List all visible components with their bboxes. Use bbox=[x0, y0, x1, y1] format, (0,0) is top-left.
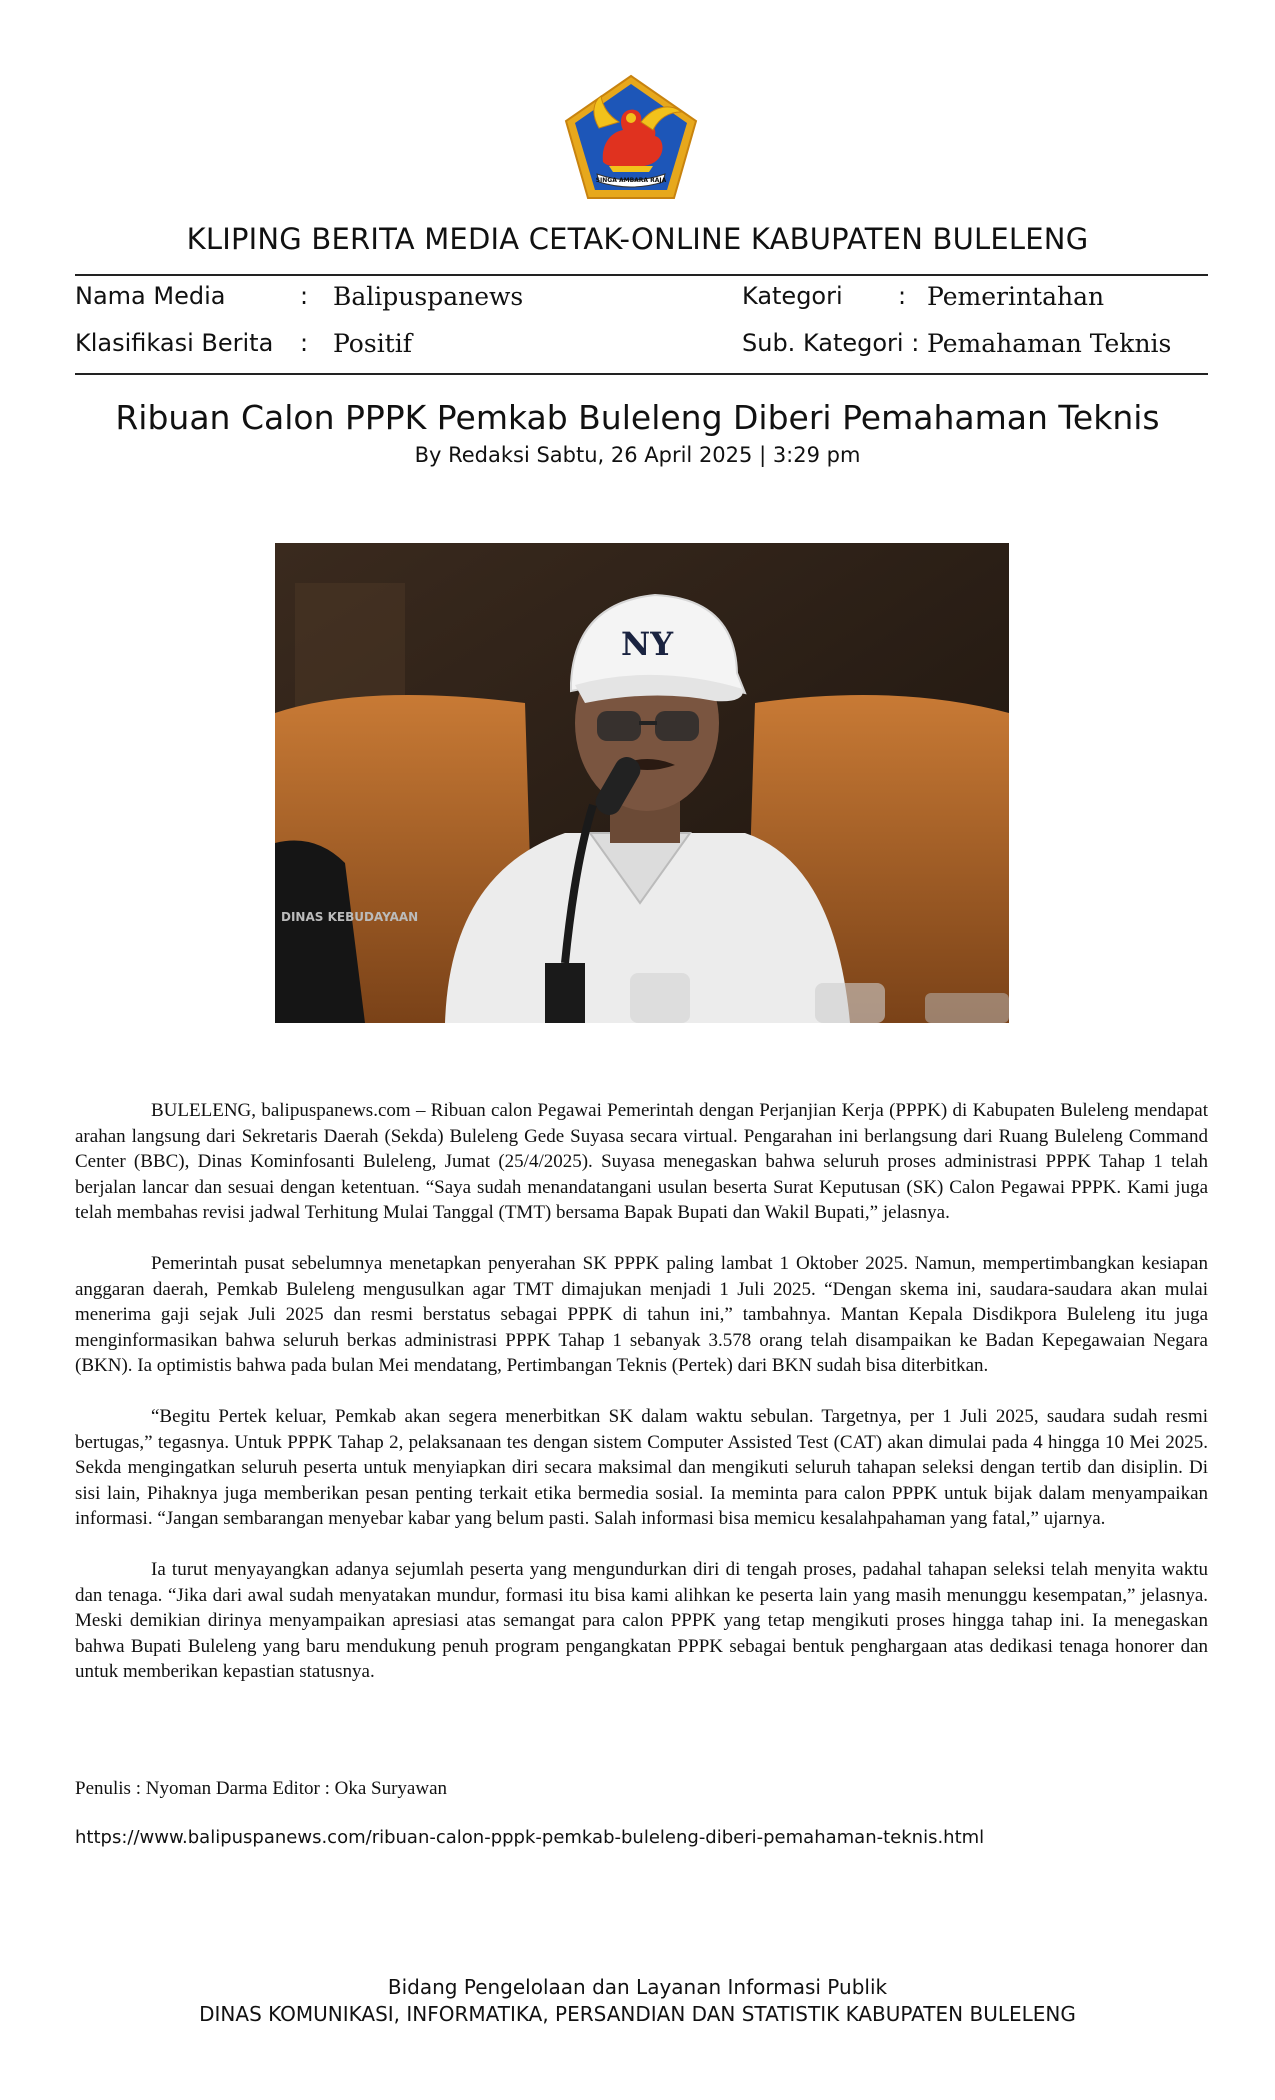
svg-text:NY: NY bbox=[620, 625, 674, 663]
clipping-title: KLIPING BERITA MEDIA CETAK-ONLINE KABUPATEN BULELENG bbox=[186, 222, 1089, 256]
article-headline: Ribuan Calon PPPK Pemkab Buleleng Diberi Pemahaman Teknis bbox=[115, 398, 1160, 437]
article-photo bbox=[275, 543, 1009, 1023]
subkategori-label: Sub. Kategori : bbox=[742, 329, 920, 357]
media-value: Balipuspanews bbox=[333, 282, 524, 311]
article-paragraph-3: “Begitu Pertek keluar, Pemkab akan segera menerbitkan SK dalam waktu sebulan. Targetnya, per 1 Juli 2025, saudara sudah resmi bertugas,” tegasnya. Untuk PPPK Tahap 2, pelaksanaan tes dengan sistem Computer Assisted Test (CAT) akan dimulai pada 4 hingga 10 Mei 2025. Sekda mengingatkan seluruh peserta untuk menyiapkan diri secara maksimal dan mengikuti seluruh tahapan seleksi dengan tertib dan disiplin. Di sisi lain, Pihaknya juga memberikan pesan penting terkait etika bermedia sosial. Ia meminta para calon PPPK untuk bijak dalam menyampaikan informasi. “Jangan sembarangan menyebar kabar yang belum pasti. Salah informasi bisa memicu kesalahpahaman yang fatal,” ujarnya. bbox=[75, 1405, 1208, 1530]
klasifikasi-label: Klasifikasi Berita bbox=[75, 329, 274, 357]
meta-row-2 bbox=[75, 329, 1208, 369]
media-colon: : bbox=[300, 282, 309, 310]
article-paragraph-4: Ia turut menyayangkan adanya sejumlah peserta yang mengundurkan diri di tengah proses, padahal tahapan seleksi telah menyita waktu dan tenaga. “Jika dari awal sudah menyatakan mundur, formasi itu bisa kami alihkan ke peserta lain yang masih menunggu kesempatan,” jelasnya. Meski demikian dirinya menyampaikan apresiasi atas semangat para calon PPPK yang tetap mengikuti proses hingga tahap ini. Ia menegaskan bahwa Bupati Buleleng yang baru mendukung penuh program pengangkatan PPPK sebagai bentuk penghargaan atas dedikasi tenaga honorer dan untuk memberikan kepastian statusnya. bbox=[75, 1558, 1208, 1683]
kategori-colon: : bbox=[898, 282, 907, 310]
article-paragraph-1: BULELENG, balipuspanews.com – Ribuan calon Pegawai Pemerintah dengan Perjanjian Kerja (PPPK) di Kabupaten Buleleng mendapat arahan langsung dari Sekretaris Daerah (Sekda) Buleleng Gede Suyasa secara virtual. Pengarahan ini berlangsung dari Ruang Buleleng Command Center (BBC), Dinas Kominfosanti Buleleng, Jumat (25/4/2025). Suyasa menegaskan bahwa seluruh proses administrasi PPPK Tahap 1 telah berjalan lancar dan sesuai dengan ketentuan. “Saya sudah menandatangani usulan beserta Surat Keputusan (SK) Calon Pegawai PPPK. Kami juga telah membahas revisi jadwal Terhitung Mulai Tanggal (TMT) bersama Bapak Bupati dan Wakil Bupati,” jelasnya. bbox=[75, 1100, 1208, 1224]
subkategori-value: Pemahaman Teknis bbox=[927, 329, 1172, 358]
meta-row-1 bbox=[75, 282, 1208, 322]
photo-shirt-text: DINAS KEBUDAYAAN bbox=[281, 910, 419, 924]
header-rule-top bbox=[75, 274, 1208, 276]
klasifikasi-value: Positif bbox=[333, 329, 412, 358]
header-rule-bottom bbox=[75, 373, 1208, 375]
media-label: Nama Media bbox=[75, 282, 226, 310]
article-credits: Penulis : Nyoman Darma Editor : Oka Suryawan bbox=[75, 1778, 448, 1799]
kategori-label: Kategori bbox=[742, 282, 843, 310]
article-body bbox=[75, 1098, 1208, 1710]
article-paragraph-2: Pemerintah pusat sebelumnya menetapkan penyerahan SK PPPK paling lambat 1 Oktober 2025. Namun, mempertimbangkan kesiapan anggaran daerah, Pemkab Buleleng mengusulkan agar TMT dimajukan menjadi 1 Juli 2025. “Dengan skema ini, saudara-saudara akan mulai menerima gaji sejak Juli 2025 dan resmi berstatus sebagai PPPK di tahun ini,” tambahnya. Mantan Kepala Disdikpora Buleleng itu juga menginformasikan bahwa seluruh berkas administrasi PPPK Tahap 1 sebanyak 3.578 orang telah disampaikan ke Badan Kepegawaian Negara (BKN). Ia optimistis bahwa pada bulan Mei mendatang, Pertimbangan Teknis (Pertek) dari BKN sudah bisa diterbitkan. bbox=[75, 1252, 1208, 1377]
article-byline: By Redaksi Sabtu, 26 April 2025 | 3:29 pm bbox=[414, 443, 861, 467]
buleleng-emblem-icon bbox=[563, 74, 699, 202]
klasifikasi-colon: : bbox=[300, 329, 309, 357]
footer-agency: DINAS KOMUNIKASI, INFORMATIKA, PERSANDIAN DAN STATISTIK KABUPATEN BULELENG bbox=[199, 2002, 1076, 2026]
logo-motto: SINGA AMBARA RAJA bbox=[595, 177, 667, 184]
article-url: https://www.balipuspanews.com/ribuan-calon-pppk-pemkab-buleleng-diberi-pemahaman-teknis.html bbox=[75, 1827, 985, 1848]
footer-division: Bidang Pengelolaan dan Layanan Informasi Publik bbox=[387, 1975, 888, 1999]
kategori-value: Pemerintahan bbox=[927, 282, 1105, 311]
